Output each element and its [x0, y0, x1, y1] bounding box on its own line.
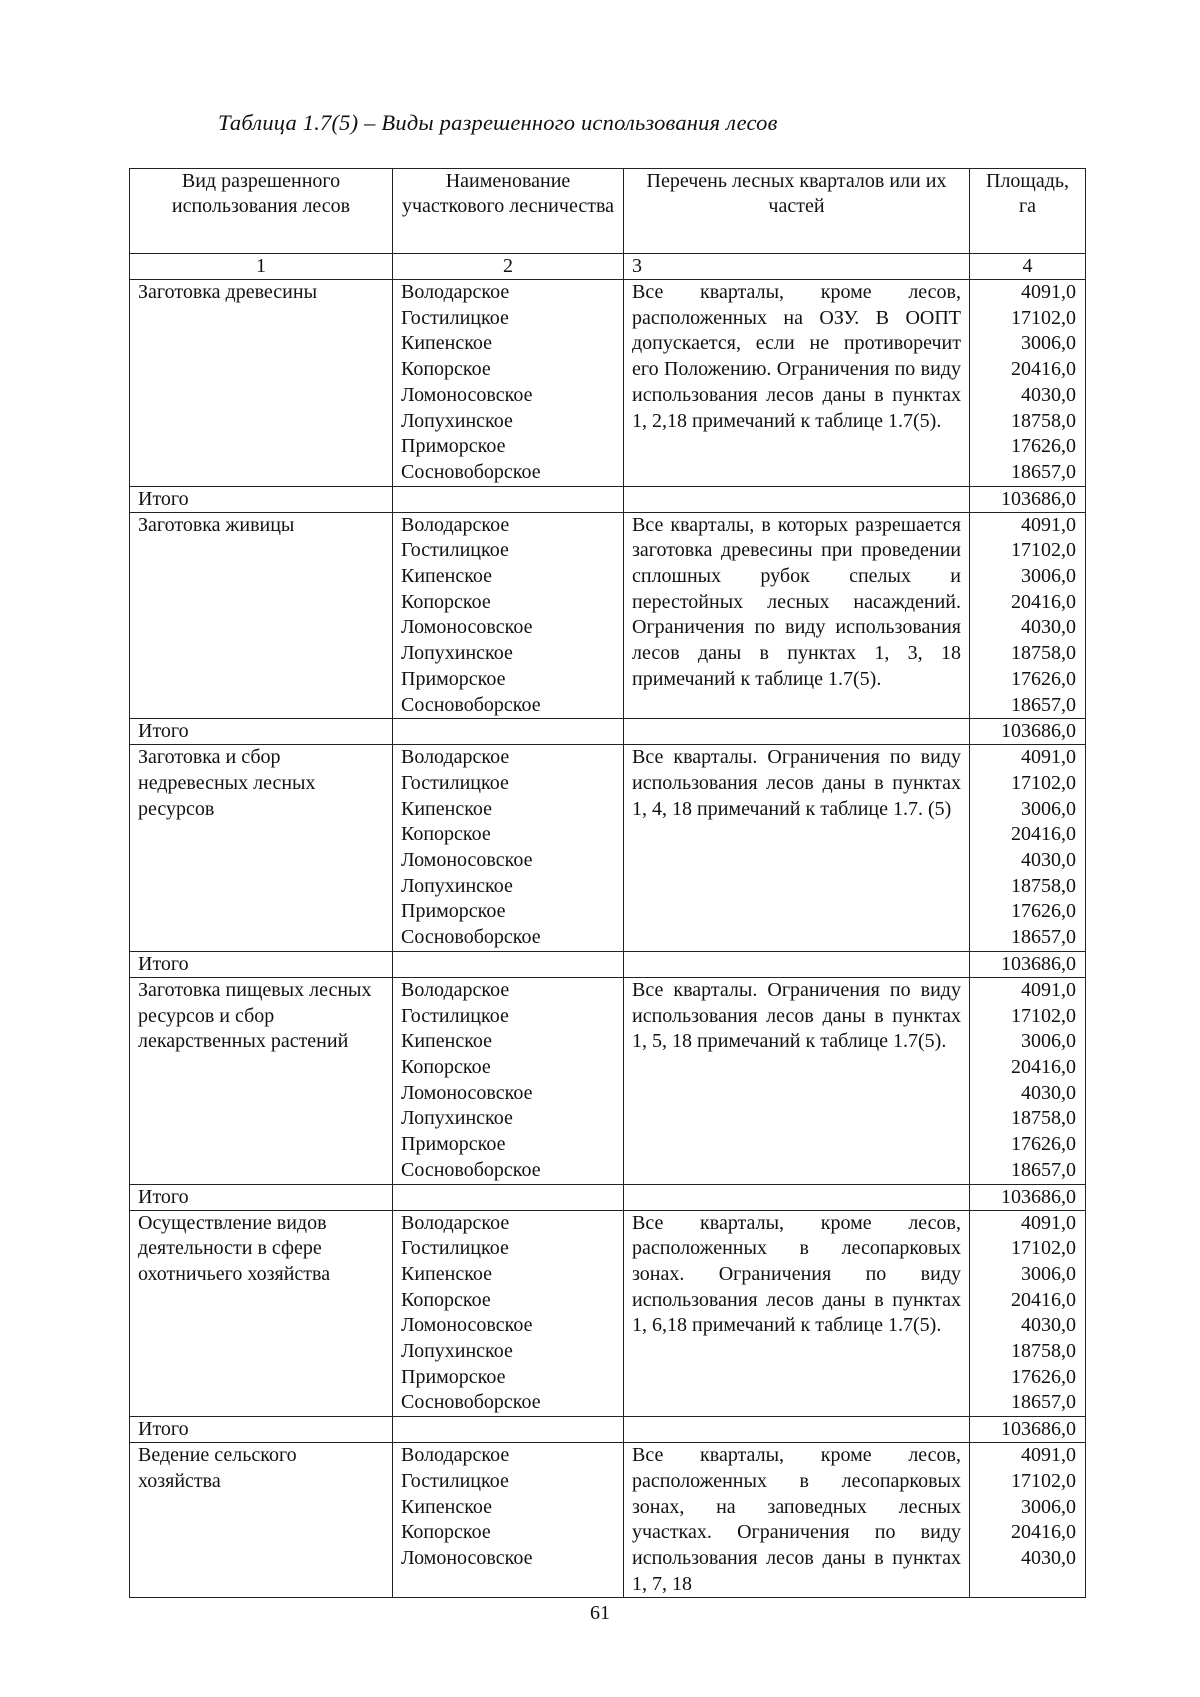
quarters-cell: Все кварталы. Ограничения по виду использования лесов даны в пунктах 1, 4, 18 примечаний к таблице 1.7. (5)	[624, 745, 970, 952]
column-number-row	[130, 254, 1086, 280]
empty-cell	[624, 719, 970, 745]
area-value: 3006,0	[1021, 1030, 1076, 1053]
forestry-name: Володарское	[401, 1211, 510, 1234]
total-row	[130, 1417, 1086, 1443]
forestry-name: Приморское	[401, 1365, 506, 1388]
forestry-name: Приморское	[401, 435, 506, 458]
forestry-name: Володарское	[401, 281, 510, 303]
area-value: 4030,0	[1021, 616, 1076, 639]
forestry-name: Ломоносовское	[401, 1314, 533, 1337]
land-use-table	[129, 168, 1086, 1598]
area-value: 17626,0	[1011, 667, 1076, 690]
forestry-name: Сосновоборское	[401, 1158, 541, 1181]
area-value: 17626,0	[1011, 900, 1076, 923]
area-value: 17102,0	[1011, 539, 1076, 562]
forestry-name: Копорское	[401, 358, 491, 381]
forestry-name: Володарское	[401, 513, 510, 536]
forestry-cell	[393, 1443, 624, 1598]
area-value: 3006,0	[1021, 332, 1076, 355]
forestry-name: Ломоносовское	[401, 1546, 533, 1569]
total-row	[130, 719, 1086, 745]
area-value: 4030,0	[1021, 849, 1076, 872]
area-value: 17102,0	[1011, 306, 1076, 329]
area-cell	[970, 977, 1086, 1184]
forestry-name: Лопухинское	[401, 642, 513, 665]
area-cell	[970, 512, 1086, 719]
quarters-cell: Все кварталы, кроме лесов, расположенных в лесопарковых зонах. Ограничения по виду использования лесов даны в пунктах 1, 6,18 примечаний к таблице 1.7(5).	[624, 1210, 970, 1417]
forestry-cell	[393, 512, 624, 719]
area-value: 3006,0	[1021, 1495, 1076, 1518]
header-use-type: Вид разрешенного использования лесов	[130, 169, 393, 254]
use-type-cell: Заготовка живицы	[130, 512, 393, 719]
area-value: 18657,0	[1011, 1158, 1076, 1181]
forestry-name: Кипенское	[401, 1262, 493, 1285]
empty-cell	[624, 1417, 970, 1443]
area-value: 4091,0	[1021, 1211, 1076, 1234]
quarters-cell: Все кварталы. Ограничения по виду использования лесов даны в пунктах 1, 5, 18 примечаний к таблице 1.7(5).	[624, 977, 970, 1184]
use-type-cell: Осуществление видов деятельности в сфере охотничьего хозяйства	[130, 1210, 393, 1417]
area-value: 17626,0	[1011, 435, 1076, 458]
forestry-name: Сосновоборское	[401, 1391, 541, 1414]
column-number: 2	[393, 254, 624, 280]
forestry-name: Сосновоборское	[401, 693, 541, 716]
forestry-name: Лопухинское	[401, 1340, 513, 1363]
total-row	[130, 486, 1086, 512]
quarters-cell: Все кварталы, кроме лесов, расположенных на ОЗУ. В ООПТ допускается, если не противоречит его Положению. Ограничения по виду использования лесов даны в пунктах 1, 2,18 примечаний к таблице 1.7(5).	[624, 280, 970, 487]
forestry-name: Володарское	[401, 1444, 510, 1467]
forestry-name: Копорское	[401, 1521, 491, 1544]
area-value: 20416,0	[1011, 1288, 1076, 1311]
total-label: Итого	[130, 719, 393, 745]
forestry-name: Приморское	[401, 667, 506, 690]
area-value: 20416,0	[1011, 358, 1076, 381]
header-forestry: Наименование участкового лесничества	[393, 169, 624, 254]
area-value: 17626,0	[1011, 1133, 1076, 1156]
header-quarters: Перечень лесных кварталов или их частей	[624, 169, 970, 254]
total-value: 103686,0	[970, 486, 1086, 512]
forestry-name: Кипенское	[401, 1030, 493, 1053]
forestry-name: Лопухинское	[401, 874, 513, 897]
area-cell	[970, 1443, 1086, 1598]
forestry-cell	[393, 745, 624, 952]
total-label: Итого	[130, 951, 393, 977]
forestry-name: Ломоносовское	[401, 383, 533, 406]
forestry-cell	[393, 1210, 624, 1417]
area-value: 18657,0	[1011, 693, 1076, 716]
quarters-cell: Все кварталы, в которых разрешается заготовка древесины при проведении сплошных рубок спелых и перестойных лесных насаждений. Ограничения по виду использования лесов даны в пунктах 1, 3, 18 примечаний к таблице 1.7(5).	[624, 512, 970, 719]
forestry-name: Лопухинское	[401, 409, 513, 432]
area-value: 3006,0	[1021, 565, 1076, 588]
use-type-cell: Заготовка и сбор недревесных лесных ресурсов	[130, 745, 393, 952]
use-type-cell: Заготовка древесины	[130, 280, 393, 487]
empty-cell	[393, 1417, 624, 1443]
total-value: 103686,0	[970, 1417, 1086, 1443]
area-value: 4091,0	[1021, 1444, 1076, 1467]
area-cell	[970, 745, 1086, 952]
forestry-cell	[393, 977, 624, 1184]
area-value: 20416,0	[1011, 823, 1076, 846]
empty-cell	[393, 951, 624, 977]
forestry-name: Копорское	[401, 1055, 491, 1078]
empty-cell	[393, 1184, 624, 1210]
area-value: 4030,0	[1021, 1314, 1076, 1337]
area-value: 18758,0	[1011, 1107, 1076, 1130]
forestry-name: Ломоносовское	[401, 1081, 533, 1104]
area-value: 18758,0	[1011, 1340, 1076, 1363]
total-value: 103686,0	[970, 719, 1086, 745]
table-row	[130, 977, 1086, 1184]
empty-cell	[624, 486, 970, 512]
forestry-name: Кипенское	[401, 332, 493, 355]
area-value: 18657,0	[1011, 1391, 1076, 1414]
forestry-name: Гостилицкое	[401, 539, 509, 562]
column-number: 3	[624, 254, 970, 280]
area-value: 3006,0	[1021, 1262, 1076, 1285]
forestry-name: Гостилицкое	[401, 1237, 509, 1260]
total-label: Итого	[130, 486, 393, 512]
total-label: Итого	[130, 1417, 393, 1443]
forestry-name: Сосновоборское	[401, 926, 541, 949]
empty-cell	[393, 486, 624, 512]
area-value: 18758,0	[1011, 642, 1076, 665]
forestry-name: Копорское	[401, 590, 491, 613]
area-value: 20416,0	[1011, 1521, 1076, 1544]
area-value: 17102,0	[1011, 1469, 1076, 1492]
total-value: 103686,0	[970, 951, 1086, 977]
empty-cell	[624, 951, 970, 977]
forestry-name: Приморское	[401, 1133, 506, 1156]
forestry-name: Копорское	[401, 1288, 491, 1311]
area-value: 4091,0	[1021, 978, 1076, 1001]
forestry-name: Володарское	[401, 978, 510, 1001]
area-value: 17626,0	[1011, 1365, 1076, 1388]
table-header-row	[130, 169, 1086, 254]
forestry-name: Гостилицкое	[401, 1004, 509, 1027]
forestry-name: Сосновоборское	[401, 460, 541, 483]
forestry-name: Гостилицкое	[401, 1469, 509, 1492]
total-value: 103686,0	[970, 1184, 1086, 1210]
area-cell	[970, 1210, 1086, 1417]
area-value: 20416,0	[1011, 590, 1076, 613]
total-row	[130, 951, 1086, 977]
column-number: 4	[970, 254, 1086, 280]
area-value: 18657,0	[1011, 460, 1076, 483]
table-row	[130, 1210, 1086, 1417]
area-value: 4030,0	[1021, 1081, 1076, 1104]
area-value: 3006,0	[1021, 797, 1076, 820]
table-row	[130, 745, 1086, 952]
page-number: 61	[590, 1602, 610, 1624]
area-value: 4030,0	[1021, 1546, 1076, 1569]
area-value: 17102,0	[1011, 1237, 1076, 1260]
forestry-name: Володарское	[401, 746, 510, 769]
forestry-name: Гостилицкое	[401, 771, 509, 794]
forestry-name: Лопухинское	[401, 1107, 513, 1130]
empty-cell	[393, 719, 624, 745]
use-type-cell: Ведение сельского хозяйства	[130, 1443, 393, 1598]
table-caption: Таблица 1.7(5) – Виды разрешенного использования лесов	[218, 110, 778, 135]
area-value: 17102,0	[1011, 771, 1076, 794]
forestry-name: Ломоносовское	[401, 616, 533, 639]
area-value: 18657,0	[1011, 926, 1076, 949]
area-value: 18758,0	[1011, 874, 1076, 897]
area-value: 18758,0	[1011, 409, 1076, 432]
header-area: Площадь, га	[970, 169, 1086, 254]
forestry-name: Копорское	[401, 823, 491, 846]
table-row	[130, 1443, 1086, 1598]
area-value: 17102,0	[1011, 1004, 1076, 1027]
area-value: 4091,0	[1021, 281, 1076, 303]
empty-cell	[624, 1184, 970, 1210]
forestry-name: Кипенское	[401, 1495, 493, 1518]
forestry-name: Ломоносовское	[401, 849, 533, 872]
forestry-name: Кипенское	[401, 565, 493, 588]
quarters-cell: Все кварталы, кроме лесов, расположенных в лесопарковых зонах, на заповедных лесных участках. Ограничения по виду использования лесов даны в пунктах 1, 7, 18	[624, 1443, 970, 1598]
area-cell	[970, 280, 1086, 487]
total-label: Итого	[130, 1184, 393, 1210]
forestry-cell	[393, 280, 624, 487]
forestry-name: Гостилицкое	[401, 306, 509, 329]
area-value: 20416,0	[1011, 1055, 1076, 1078]
table-row	[130, 280, 1086, 487]
forestry-name: Кипенское	[401, 797, 493, 820]
table-row	[130, 512, 1086, 719]
area-value: 4091,0	[1021, 746, 1076, 769]
total-row	[130, 1184, 1086, 1210]
area-value: 4091,0	[1021, 513, 1076, 536]
area-value: 4030,0	[1021, 383, 1076, 406]
use-type-cell: Заготовка пищевых лесных ресурсов и сбор лекарственных растений	[130, 977, 393, 1184]
forestry-name: Приморское	[401, 900, 506, 923]
column-number: 1	[130, 254, 393, 280]
